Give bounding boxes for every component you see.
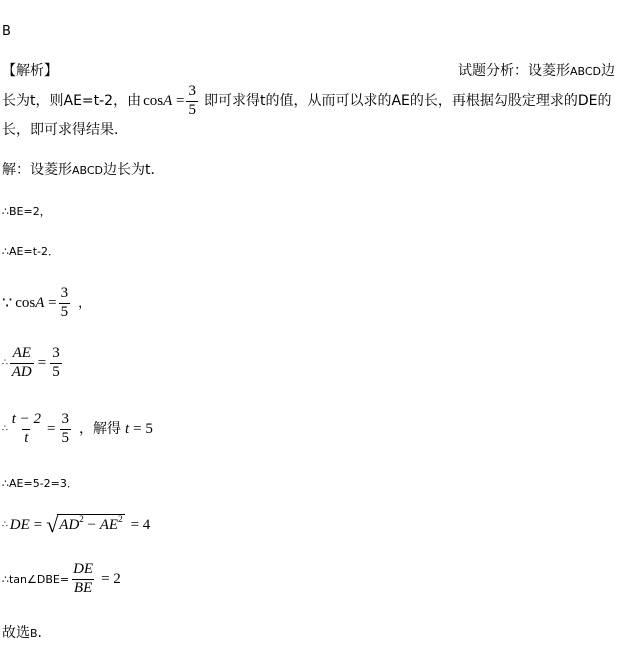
solution-line-ae: ∴AE=t-2． [2, 245, 59, 258]
solution-line-cos: ∵ cosA = $\frac{3}{5}$ ， [2, 285, 92, 320]
solution-line-tan: ∴tan∠DBE= $\frac{DE}{BE}$ = 2 [2, 561, 121, 596]
analysis-heading: 【解析】 [2, 63, 58, 79]
analysis-line-3: 长，即可求得结果. [2, 122, 119, 138]
solution-conclusion: 故选B． [2, 625, 52, 641]
square-root-expression: √ $AD^2 - AE^2$ [46, 512, 123, 537]
solution-line-1: 解：设菱形ABCD边长为t． [2, 162, 165, 178]
solution-line-de: ∴ DE = √ $AD^2 - AE^2$ = 4 [2, 512, 151, 537]
solution-line-be: ∴BE=2， [2, 205, 51, 218]
analysis-intro: 试题分析：设菱形ABCD边 [458, 63, 616, 79]
fraction-three-fifths: $\frac{3}{5}$ [188, 83, 196, 118]
solution-line-ae-value: ∴AE=5-2=3． [2, 477, 78, 490]
solution-line-ratio: ∴ $\frac{AE}{AD}$ = $\frac{3}{5}$ [2, 345, 60, 380]
solution-line-solve: ∴ $\frac{t - 2}{t}$ = $\frac{3}{5}$ ，解得 t = 5 [2, 411, 153, 446]
answer-label: B [2, 24, 11, 39]
analysis-line-2: 长为t，则AE=t-2，由 cosA = $\frac{3}{5}$ 即可求得t的值，从而可以求的AE的长，再根据勾股定理求的DE的 [2, 83, 612, 118]
